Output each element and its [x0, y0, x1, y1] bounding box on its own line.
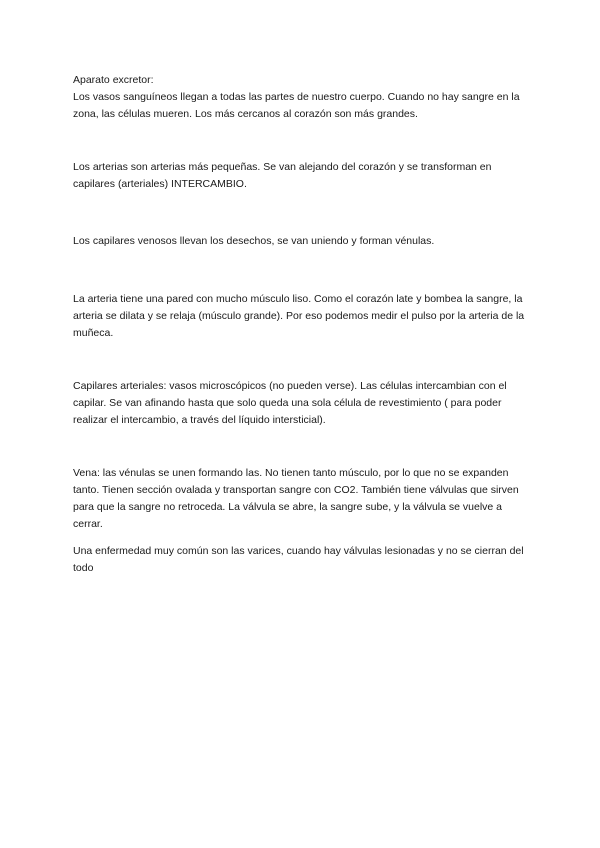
paragraph-varices: Una enfermedad muy común son las varices, cuando hay válvulas lesionadas y no se cierran del todo	[73, 545, 524, 574]
paragraph-arteria-pared: La arteria tiene una pared con mucho músculo liso. Como el corazón late y bombea la sangre, la arteria se dilata y se relaja (músculo grande). Por eso podemos medir el pulso por la arteria de la muñeca.	[73, 293, 525, 339]
paragraph-capilares-arteriales: Capilares arteriales: vasos microscópicos (no pueden verse). Las células intercambian con el capilar. Se van afinando hasta que solo queda una sola célula de revestimiento ( para poder realizar el intercambio, a través del líquido intersticial).	[73, 380, 507, 426]
intro-block	[73, 72, 533, 123]
paragraph-vena: Vena: las vénulas se unen formando las. No tienen tanto músculo, por lo que no se expanden tanto. Tienen sección ovalada y transportan sangre con CO2. También tiene válvulas que sirven para que la sangre no retroceda. La válvula se abre, la sangre sube, y la válvula se vuelve a cerrar.	[73, 467, 519, 530]
paragraph-capilares-venosos: Los capilares venosos llevan los desechos, se van uniendo y forman vénulas.	[73, 235, 435, 247]
section-heading: Aparato excretor:	[73, 74, 154, 86]
paragraph-vasos: Los vasos sanguíneos llegan a todas las partes de nuestro cuerpo. Cuando no hay sangre en la zona, las células mueren. Los más cercanos al corazón son más grandes.	[73, 91, 520, 120]
paragraph-arterias: Los arterias son arterias más pequeñas. Se van alejando del corazón y se transforman en capilares (arteriales) INTERCAMBIO.	[73, 161, 492, 190]
